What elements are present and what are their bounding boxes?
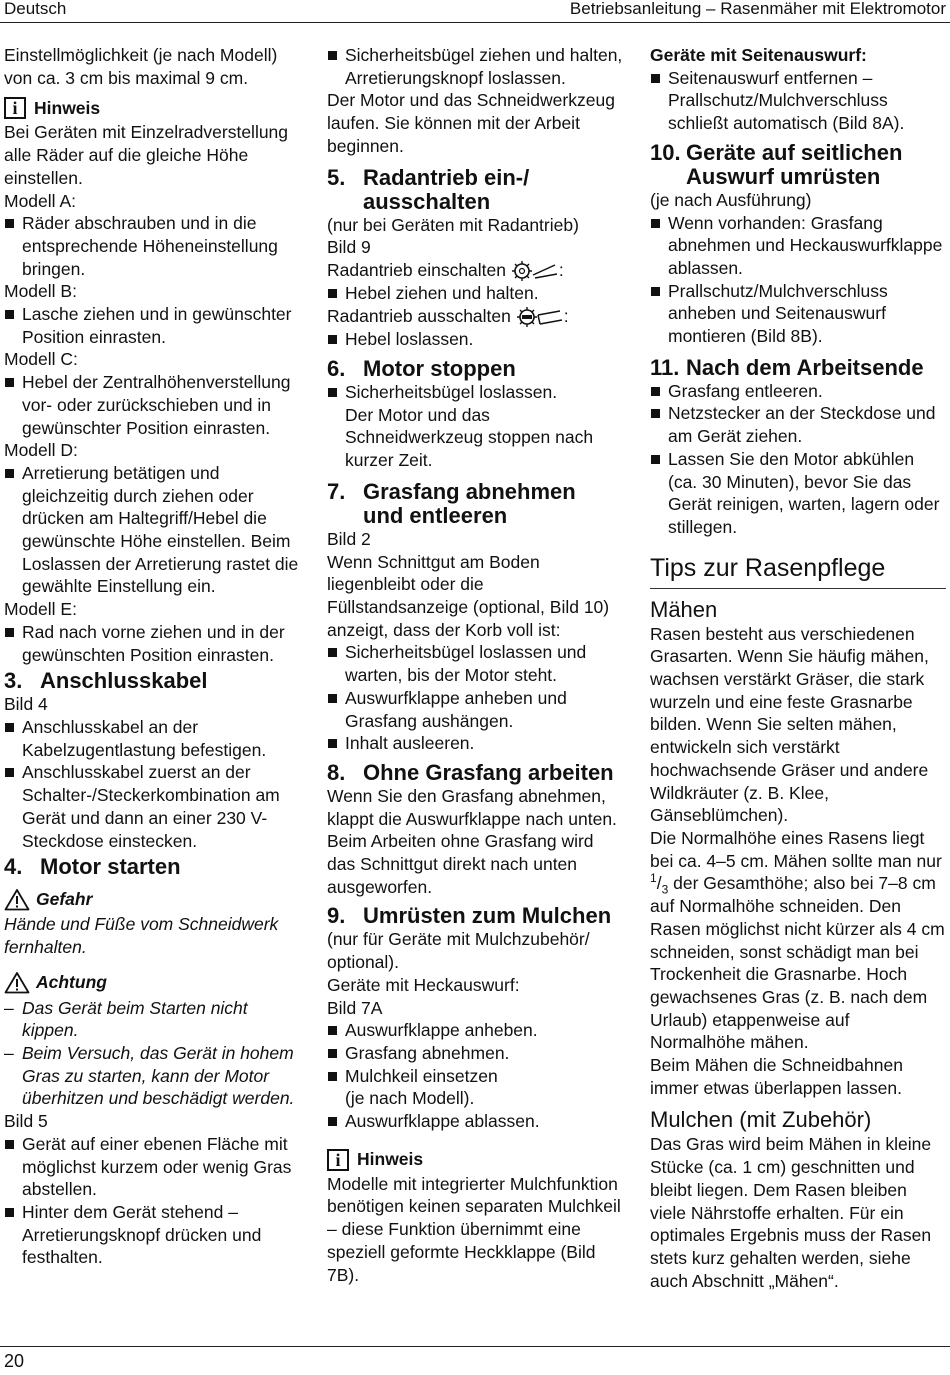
fraction-numerator: 1 — [650, 871, 657, 886]
warning-icon — [4, 888, 30, 911]
page-number: 20 — [4, 1351, 25, 1371]
figure-ref: Bild 4 — [4, 694, 48, 715]
section-title: Ohne Grasfang arbeiten — [363, 759, 614, 785]
model-c-label: Modell C: — [4, 349, 78, 370]
model-b-label: Modell B: — [4, 281, 77, 302]
list-item: Räder abschrauben und in die entsprechende Höheneinstellung bringen. — [4, 212, 304, 280]
section-subtitle: (nur für Geräte mit Mulchzubehör/ optional). — [327, 929, 590, 973]
model-a-label: Modell A: — [4, 190, 76, 211]
column-1 — [4, 44, 304, 1269]
list-item: Arretierung betätigen und gleichzeitig durch ziehen oder drücken am Haltegriff/Hebel die gewünschte Höhe einstellen. Beim Loslassen der Arretierung rastet die gewählte Einstellung ein. — [4, 462, 304, 598]
list-item: Netzstecker an der Steckdose und am Gerät ziehen. — [650, 402, 946, 447]
section-heading — [327, 166, 625, 214]
model-e-label: Modell E: — [4, 599, 77, 620]
list-item: Inhalt ausleeren. — [327, 732, 625, 755]
section-subtitle: (nur bei Geräten mit Radantrieb) — [327, 214, 579, 235]
column-2 — [327, 44, 625, 1286]
list-item: Grasfang abnehmen. — [327, 1042, 625, 1065]
list-item: Gerät auf einer ebenen Fläche mit möglichst kurzem oder wenig Gras abstellen. — [4, 1133, 304, 1201]
footer-divider — [0, 1346, 950, 1347]
side-discharge-title: Geräte mit Seitenauswurf: — [650, 45, 867, 65]
drive-on-line: Radantrieb einschalten : — [327, 259, 625, 282]
list-item: Seitenauswurf entfernen – Prallschutz/Mulchverschluss schließt automatisch (Bild 8A). — [650, 67, 946, 135]
section-title: Grasfang abnehmen — [363, 478, 576, 504]
tips-heading: Tips zur Rasenpflege — [650, 553, 946, 589]
note-text: Modelle mit integrierter Mulchfunktion benötigen keinen separaten Mulchkeil – diese Funktion übernimmt eine speziell geformte Heckklappe (Bild 7B). — [327, 1173, 621, 1285]
paragraph: Beim Mähen die Schneidbahnen immer etwas überlappen lassen. — [650, 1055, 903, 1098]
list-item: Sicherheitsbügel loslassen und warten, bis der Motor steht. — [327, 641, 625, 686]
drive-on-label: Radantrieb einschalten — [327, 259, 507, 280]
list-item-continuation: Der Motor und das Schneidwerkzeug stoppen nach kurzer Zeit. — [345, 404, 594, 471]
section-number: 7. — [327, 478, 346, 504]
paragraph-part: Die Normalhöhe eines Rasens liegt bei ca. 4–5 cm. Mähen sollte man nur — [650, 827, 942, 871]
list-item: Hinter dem Gerät stehend – Arretierungsknopf drücken und festhalten. — [4, 1201, 304, 1269]
drive-off-label: Radantrieb ausschalten — [327, 306, 511, 326]
list-item: Sicherheitsbügel loslassen. — [327, 381, 625, 404]
section-title: Motor starten — [40, 854, 181, 880]
section-title: Umrüsten zum Mulchen — [363, 903, 612, 929]
section-number: 11. — [650, 354, 680, 380]
figure-ref: Bild 5 — [4, 1111, 48, 1132]
section-heading — [327, 904, 625, 928]
list-item: Auswurfklappe ablassen. — [327, 1110, 625, 1133]
section-number: 5. — [327, 164, 346, 190]
list-item: Hebel ziehen und halten. — [327, 282, 625, 305]
section-heading — [327, 357, 625, 381]
section-number: 3. — [4, 668, 23, 694]
drive-off-line: Radantrieb ausschalten : — [327, 305, 625, 328]
list-item: Anschlusskabel zuerst an der Schalter-/Steckerkombination am Gerät und dann an einer 230 V-Steckdose einstecken. — [4, 761, 304, 852]
model-d-label: Modell D: — [4, 440, 78, 461]
section-title: Nach dem Arbeitsende — [686, 354, 924, 380]
note-title: Hinweis — [34, 98, 101, 119]
drive-off-icon — [516, 306, 564, 328]
section-number: 9. — [327, 903, 346, 929]
list-item: – Das Gerät beim Starten nicht kippen. — [4, 997, 304, 1042]
section-heading — [650, 356, 946, 380]
document-title: Betriebsanleitung – Rasenmäher mit Elektromotor — [569, 0, 946, 18]
warning-icon — [4, 971, 30, 994]
list-item: Sicherheitsbügel ziehen und halten, Arretierungsknopf loslassen. — [327, 44, 625, 89]
section-title: ausschalten — [363, 188, 491, 214]
danger-heading — [4, 885, 304, 913]
page-header — [0, 0, 950, 23]
section-title: Auswurf umrüsten — [686, 163, 881, 189]
section-heading — [650, 141, 946, 189]
paragraph: Das Gras wird beim Mähen in kleine Stücke (ca. 1 cm) geschnitten und bleibt liegen. Dem Rasen bleiben viele Nährstoffe erhalten. Für ein optimales Ergebnis muss der Rasen stets kurz gehalten werden, siehe auch Abschnitt „Mähen“. — [650, 1134, 932, 1291]
figure-ref: Bild 7A — [327, 997, 383, 1018]
fraction-denominator: 3 — [661, 882, 669, 897]
list-item: Anschlusskabel an der Kabelzugentlastung befestigen. — [4, 716, 304, 761]
paragraph: Rasen besteht aus verschiedenen Grasarten. Wenn Sie häufig mähen, wachsen verstärkt Gräser, die stark wurzeln und eine feste Grasnarbe bilden. Wenn Sie selten mähen, entwickeln sich verstärkt hochwachsende Gräser und andere Wildkräuter (z. B. Klee, Gänseblümchen). — [650, 623, 929, 826]
list-item: Rad nach vorne ziehen und in der gewünschten Position einrasten. — [4, 621, 304, 666]
subsection-heading: Mulchen (mit Zubehör) — [650, 1107, 872, 1133]
list-item: – Beim Versuch, das Gerät in hohem Gras zu starten, kann der Motor überhitzen und beschädigt werden. — [4, 1042, 304, 1110]
danger-text: Hände und Füße vom Schneidwerk fernhalten. — [4, 914, 279, 957]
section-number: 6. — [327, 356, 346, 382]
paragraph: Wenn Schnittgut am Boden liegenbleibt oder die Füllstandsanzeige (optional, Bild 10) anzeigt, dass der Korb voll ist: — [327, 551, 610, 640]
info-icon: i — [4, 97, 26, 119]
list-item: Hebel loslassen. — [327, 328, 625, 351]
list-item: Prallschutz/Mulchverschluss anheben und Seitenauswurf montieren (Bild 8B). — [650, 280, 946, 348]
height-range-text: Einstellmöglichkeit (je nach Modell) von ca. 3 cm bis maximal 9 cm. — [4, 45, 278, 88]
list-item-continuation: (je nach Modell). — [345, 1088, 475, 1109]
figure-ref: Bild 9 — [327, 237, 371, 258]
list-item: Hebel der Zentralhöhenverstellung vor- oder zurückschieben und in gewünschter Position einrasten. — [4, 371, 304, 439]
section-number: 4. — [4, 854, 23, 880]
subsection-heading: Mähen — [650, 596, 718, 622]
section-heading — [327, 480, 625, 528]
section-title: Anschlusskabel — [40, 668, 208, 694]
paragraph: Geräte mit Heckauswurf: — [327, 974, 520, 995]
paragraph-part: der Gesamthöhe; also bei 7–8 cm auf Normalhöhe schneiden. Den Rasen möglichst nicht kürzer als 4 cm schneiden, sonst schädigt man bei Trockenheit die Grasnarbe. Hoch gewachsenes Gras (z. B. nach dem Urlaub) etappenweise auf Normalhöhe mähen. — [650, 873, 945, 1053]
section-title: Geräte auf seitlichen — [686, 139, 903, 165]
section-number: 10. — [650, 139, 681, 165]
section-number: 8. — [327, 759, 346, 785]
list-item: Auswurfklappe anheben und Grasfang aushängen. — [327, 687, 625, 732]
section-title: Radantrieb ein-/ — [363, 164, 530, 190]
section-heading — [327, 761, 625, 785]
figure-ref: Bild 2 — [327, 528, 371, 549]
note-heading — [327, 1147, 625, 1173]
list-item: Grasfang entleeren. — [650, 380, 946, 403]
list-item: Lasche ziehen und in gewünschter Position einrasten. — [4, 303, 304, 348]
list-item: Mulchkeil einsetzen — [327, 1065, 625, 1088]
list-item: Auswurfklappe anheben. — [327, 1019, 625, 1042]
paragraph: Wenn Sie den Grasfang abnehmen, klappt die Auswurfklappe nach unten. Beim Arbeiten ohne Grasfang wird das Schnittgut direkt nach unten ausgeworfen. — [327, 785, 617, 897]
caution-heading — [4, 969, 304, 997]
list-item: Lassen Sie den Motor abkühlen (ca. 30 Minuten), bevor Sie das Gerät reinigen, warten, lagern oder stillegen. — [650, 448, 946, 539]
caution-title: Achtung — [36, 972, 107, 993]
section-heading — [4, 855, 304, 879]
section-subtitle: (je nach Ausführung) — [650, 189, 812, 210]
section-title: und entleeren — [363, 502, 508, 528]
note-text: Bei Geräten mit Einzelradverstellung alle Räder auf die gleiche Höhe einstellen. — [4, 122, 289, 188]
info-icon: i — [327, 1149, 349, 1171]
section-heading — [4, 669, 304, 693]
column-3 — [650, 44, 946, 1292]
list-item: Wenn vorhanden: Grasfang abnehmen und Heckauswurfklappe ablassen. — [650, 212, 946, 280]
language-label: Deutsch — [4, 0, 67, 18]
note-title: Hinweis — [357, 1149, 424, 1170]
note-heading — [4, 95, 304, 121]
paragraph: Der Motor und das Schneidwerkzeug laufen. Sie können mit der Arbeit beginnen. — [327, 90, 615, 156]
section-title: Motor stoppen — [363, 356, 516, 382]
drive-on-icon — [511, 260, 559, 282]
danger-title: Gefahr — [36, 888, 93, 909]
paragraph: Die Normalhöhe eines Rasens liegt bei ca. 4–5 cm. Mähen sollte man nur $^1/_3$ der Gesamthöhe; also bei 7–8 cm auf Normalhöhe schneiden. Den Rasen möglichst nicht kürzer als 4 cm schneiden, sonst schädigt man bei Trockenheit die Grasnarbe. Hoch gewachsenes Gras (z. B. nach dem Urlaub) etappenweise auf Normalhöhe mähen. — [650, 827, 945, 1053]
